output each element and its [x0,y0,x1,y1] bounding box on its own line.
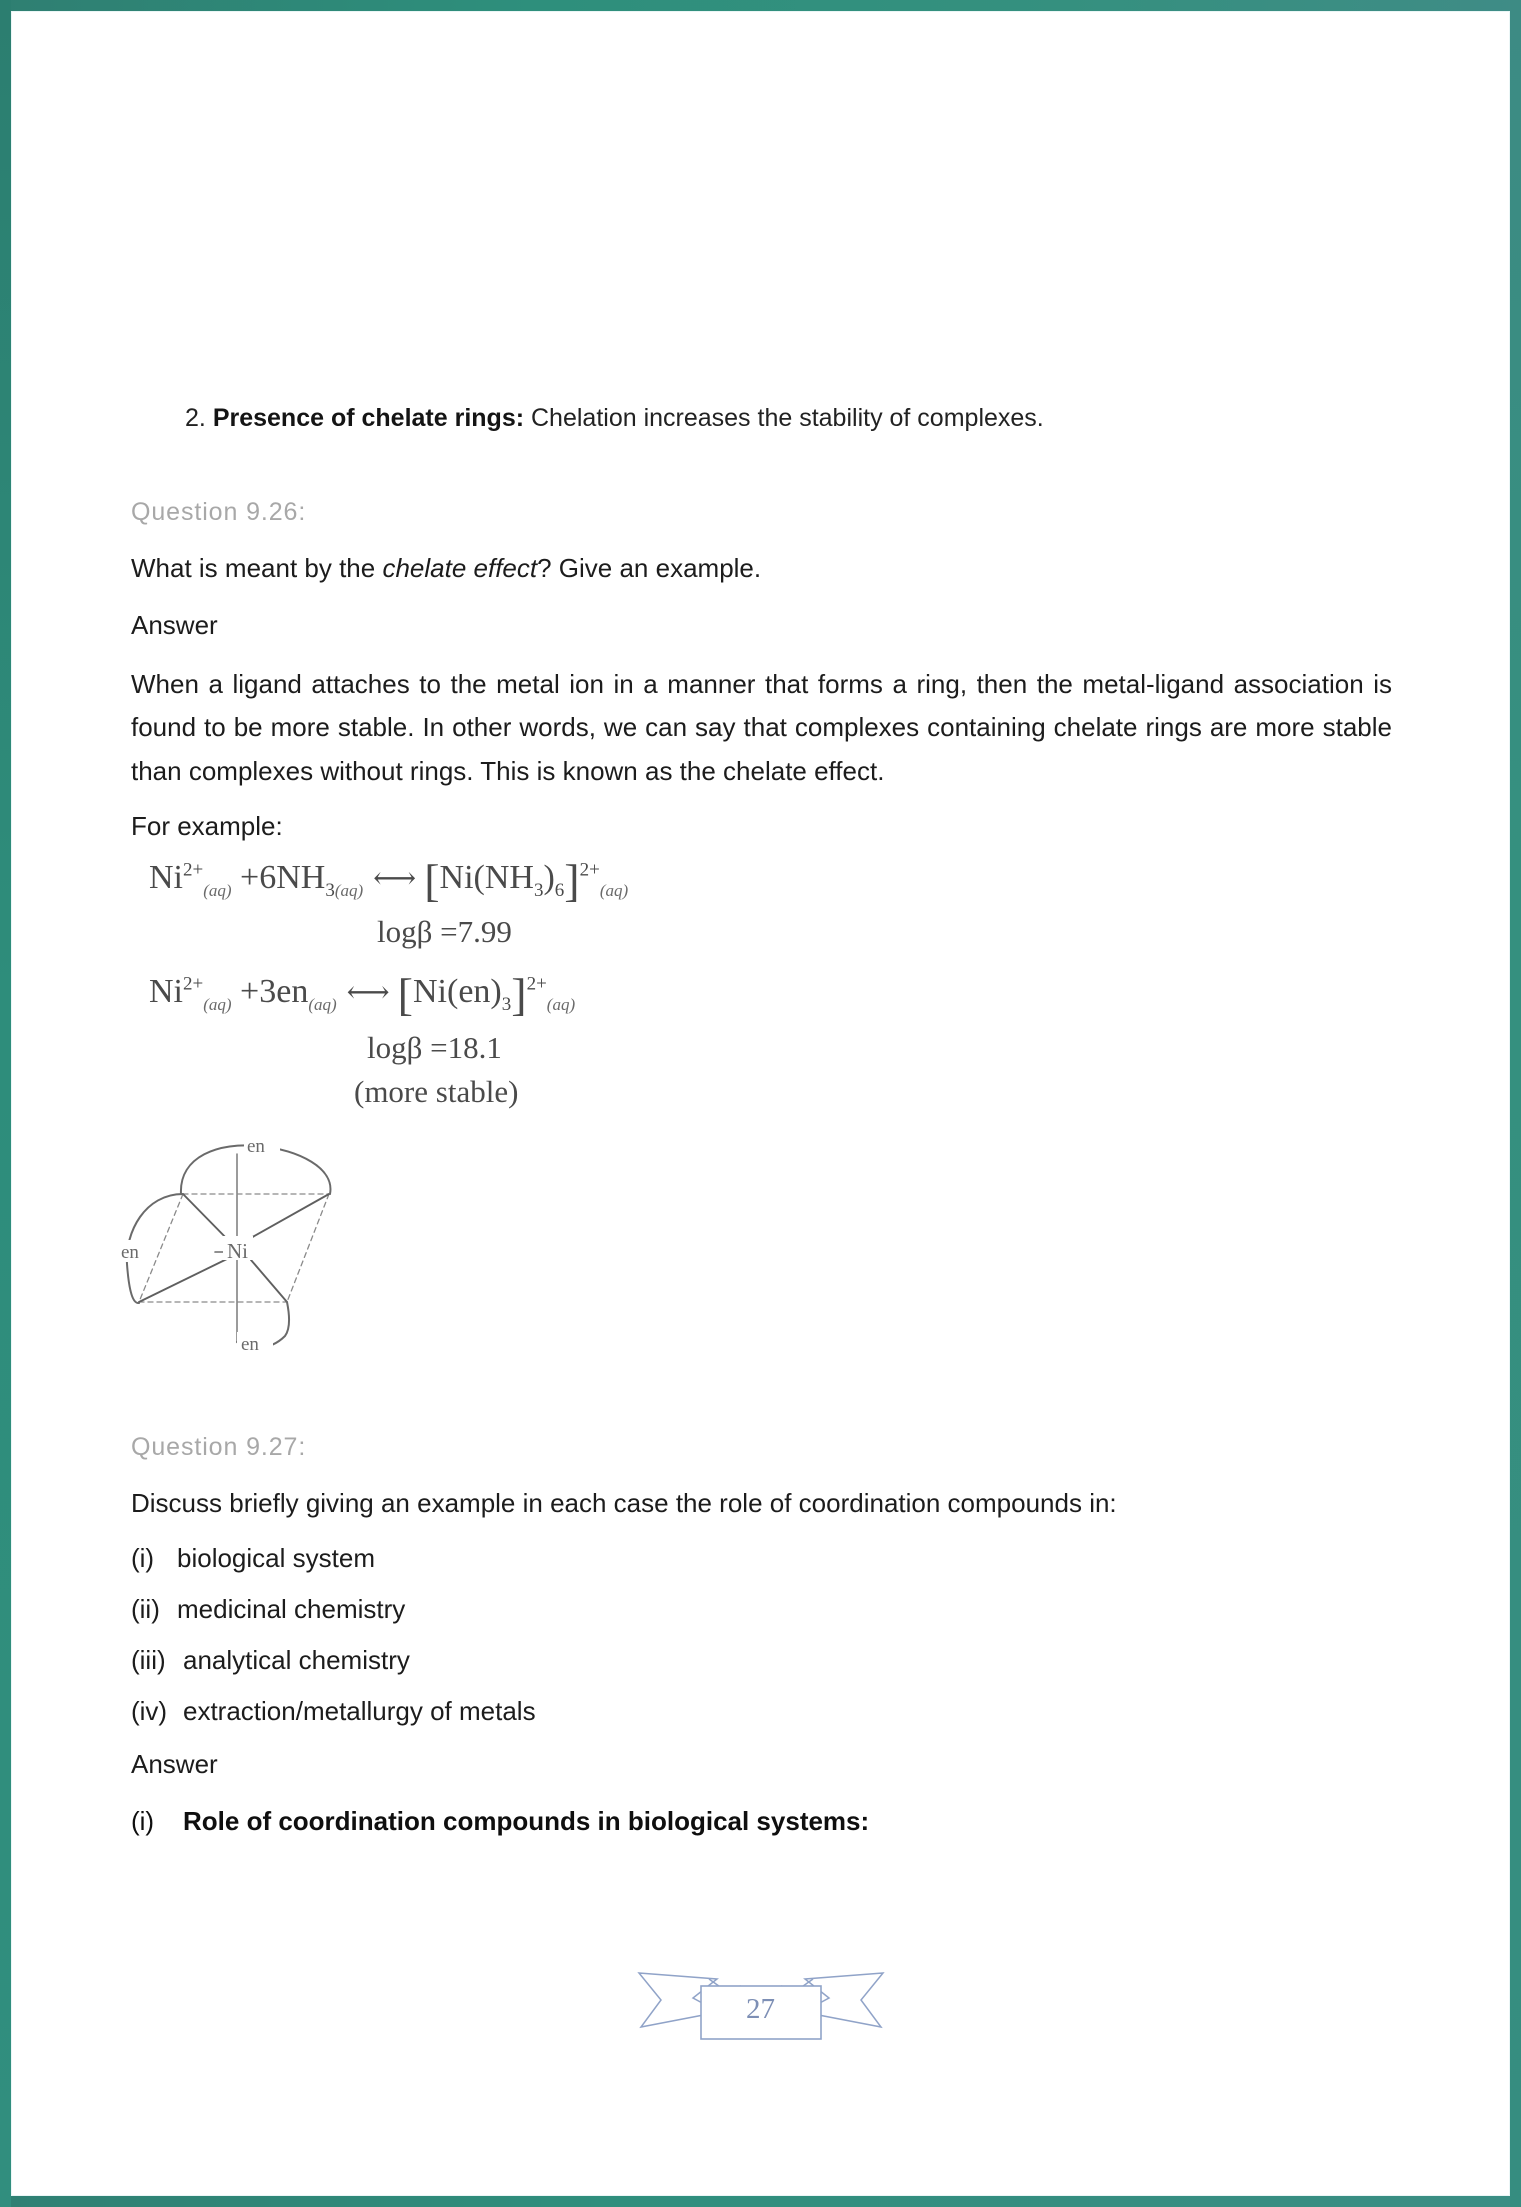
list-item-label: biological system [177,1542,375,1573]
lead-list-item [131,400,1392,436]
eq1-ligand: NH [276,858,326,896]
eq1-plus: + [240,858,260,896]
eq1-bracket-close: ] [564,854,580,906]
eq2-paren-close: ) [490,972,502,1010]
question-927-answer-item [131,1806,1392,1837]
eq2-reactant-state: (aq) [203,994,232,1014]
equation-2-note: (more stable) [354,1073,519,1109]
answer-item-label: Role of coordination compounds in biological systems: [183,1805,870,1836]
answer-item-number: (i) [131,1805,155,1836]
lead-item-number: 2. [185,404,206,432]
ni-en3-svg [119,1136,409,1366]
eq2-ligand-count: 3 [259,972,277,1010]
en-label-top: en [247,1135,265,1157]
list-item-number: (iii) [131,1644,166,1675]
list-item [131,1543,1392,1574]
en-label-left: en [121,1241,139,1263]
page-border-bottom [0,2196,1521,2207]
list-item [131,1594,1392,1625]
eq2-reactant-metal: Ni [149,972,183,1010]
eq1-paren-close: ) [543,858,555,896]
eq1-product-ligand-sub: 3 [533,879,544,901]
en-label-bottom: en [241,1333,259,1355]
eq2-ligand: en [276,972,309,1010]
ni-center-label: Ni [227,1238,248,1263]
equation-1 [149,854,1392,906]
eq1-bracket-open: [ [424,854,440,906]
eq2-paren-open: ( [447,972,459,1010]
eq2-equilibrium-arrow: ⟷ [346,975,388,1009]
eq1-product-state: (aq) [599,880,629,900]
eq2-plus: + [240,972,260,1010]
lead-item-text: Chelation increases the stability of complexes. [524,404,1044,432]
eq1-product-metal: Ni [439,858,474,896]
eq2-reactant-charge: 2+ [183,973,204,995]
eq2-product-state: (aq) [546,994,576,1014]
eq2-bracket-open: [ [397,968,413,1020]
list-item [131,1696,1392,1727]
eq1-ligand-state: (aq) [334,880,364,900]
eq1-reactant-state: (aq) [203,880,232,900]
eq2-ligand-state: (aq) [308,994,337,1014]
lead-item-bold-label: Presence of chelate rings: [212,404,525,432]
list-item-number: (iv) [131,1695,168,1726]
eq2-product-charge: 2+ [526,973,547,995]
eq1-paren-open: ( [473,858,485,896]
eq2-bracket-close: ] [511,968,527,1020]
page-number: 27 [746,1993,775,2025]
question-926-text [131,549,1392,588]
eq2-product-ligand: en [458,972,491,1010]
list-item-number: (ii) [131,1593,160,1624]
question-926-heading: Question 9.26: [131,498,307,527]
eq2-product-ligand-count: 3 [501,993,512,1015]
page-border-left [0,0,11,2207]
list-item-label: extraction/metallurgy of metals [183,1695,536,1726]
bond-upper-right [249,1194,329,1239]
bond-lower-right [251,1260,287,1302]
eq1-product-ligand: NH [484,858,534,896]
list-item [131,1645,1392,1676]
equation-2 [149,968,1392,1020]
eq1-product-charge: 2+ [579,859,600,881]
octahedron-edge-right [287,1194,329,1302]
question-926-text-before: What is meant by the [131,553,383,584]
page-border-right [1510,0,1521,2207]
question-926-answer-paragraph: When a ligand attaches to the metal ion in a manner that forms a ring, then the metal-ligand association is found to be more stable. In other words, we can say that complexes containing chelate rings are more stable than complexes without rings. This is known as the chelate effect. [131,669,1392,786]
question-927-answer-label: Answer [131,1748,218,1779]
eq1-ligand-count: 6 [259,858,277,896]
question-927-text: Discuss briefly giving an example in each case the role of coordination compounds in: [131,1487,1117,1518]
eq1-ligand-sub: 3 [325,879,335,901]
question-926-text-after: ? Give an example. [537,553,762,584]
eq1-reactant-metal: Ni [149,858,183,896]
list-item-label: analytical chemistry [183,1644,410,1675]
document-content [121,0,1392,1837]
for-example-label: For example: [131,810,283,841]
eq2-product-metal: Ni [413,972,447,1010]
ni-en3-structure-diagram [119,1136,1392,1371]
list-item-label: medicinal chemistry [177,1593,406,1624]
list-item-number: (i) [131,1542,155,1573]
page-border-top [0,0,1521,11]
eq1-equilibrium-arrow: ⟷ [373,861,415,895]
question-926-answer-label: Answer [131,610,218,641]
bond-lower-left [139,1258,229,1302]
chemical-equations-block [149,854,1392,1110]
equation-1-log-beta: logβ =7.99 [377,913,512,949]
question-927-heading: Question 9.27: [131,1432,307,1461]
equation-2-log-beta: logβ =18.1 [367,1029,502,1065]
eq1-reactant-charge: 2+ [183,859,204,881]
question-926-italic-term: chelate effect [382,553,538,584]
eq1-product-ligand-count: 6 [554,879,565,901]
